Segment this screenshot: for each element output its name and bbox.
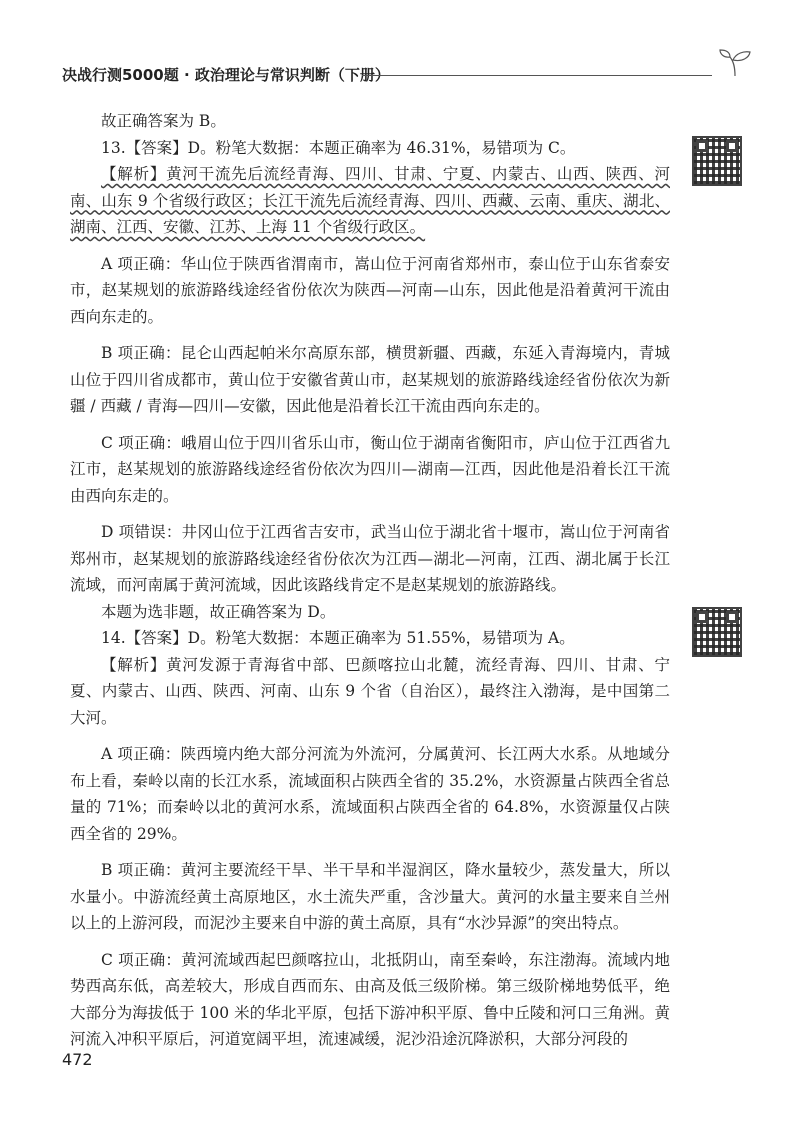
qr-code-icon[interactable] [692, 136, 742, 186]
option-a-explanation: A 项正确：华山位于陕西省渭南市，嵩山位于河南省郑州市，泰山位于山东省泰安市，赵某规划的旅游路线途经省份依次为陕西—河南—山东，因此他是沿着黄河干流由西向东走的。 [70, 254, 670, 326]
book-title: 决战行测5000题 · 政治理论与常识判断（下册） [62, 64, 396, 85]
option-b-explanation: B 项正确：昆仑山西起帕米尔高原东部，横贯新疆、西藏，东延入青海境内，青城山位于四川省成都市，黄山位于安徽省黄山市，赵某规划的旅游路线途经省份依次为新疆 / 西藏 / 青海—四川—安徽，因此他是沿着长江干流由西向东走的。 [70, 344, 670, 415]
question-14-answer: 14.【答案】D。粉笔大数据：本题正确率为 51.55%，易错项为 A。 [101, 629, 575, 647]
question-14-analysis: 【解析】黄河发源于青海省中部、巴颜喀拉山北麓，流经青海、四川、甘肃、宁夏、内蒙古、山西、陕西、河南、山东 9 个省（自治区），最终注入渤海，是中国第二大河。 [70, 655, 670, 727]
answer-conclusion: 故正确答案为 B。 [101, 112, 226, 130]
option-a-explanation: A 项正确：陕西境内绝大部分河流为外流河，分属黄河、长江两大水系。从地域分布上看，秦岭以南的长江水系，流域面积占陕西全省的 35.2%，水资源量占陕西全省总量的 71%；而秦岭以北的黄河水系，流域面积占陕西全省的 64.8%，水资源量仅占陕西全省的 29%。 [70, 745, 670, 843]
option-b-explanation: B 项正确：黄河主要流经干旱、半干旱和半湿润区，降水量较少，蒸发量大，所以水量小。中游流经黄土高原地区，水土流失严重，含沙量大。黄河的水量主要来自兰州以上的上游河段，而泥沙主要来自中游的黄土高原，具有“水沙异源”的突出特点。 [70, 861, 670, 932]
sprout-leaf-icon [718, 48, 752, 78]
running-header [62, 62, 752, 86]
header-rule [362, 75, 712, 76]
option-c-explanation: C 项正确：峨眉山位于四川省乐山市，衡山位于湖南省衡阳市，庐山位于江西省九江市，赵某规划的旅游路线途经省份依次为四川—湖南—江西，因此他是沿着长江干流由西向东走的。 [70, 433, 670, 505]
option-c-explanation: C 项正确：黄河流域西起巴颜喀拉山，北抵阴山，南至秦岭，东注渤海。流域内地势西高东低，高差较大，形成自西而东、由高及低三级阶梯。第三级阶梯地势低平，绝大部分为海拔低于 100 米的华北平原，包括下游冲积平原、鲁中丘陵和河口三角洲。黄河流入冲积平原后，河道宽阔平坦，流速减缓，泥沙沿途沉降淤积，大部分河段的 [70, 950, 670, 1048]
page-number: 472 [62, 1050, 93, 1069]
question-13-analysis: 【解析】黄河干流先后流经青海、四川、甘肃、宁夏、内蒙古、山西、陕西、河南、山东 9 个省级行政区；长江干流先后流经青海、四川、西藏、云南、重庆、湖北、湖南、江西、安徽、江苏、上海 11 个省级行政区。 [70, 165, 670, 236]
question-13-answer: 13.【答案】D。粉笔大数据：本题正确率为 46.31%，易错项为 C。 [101, 138, 576, 157]
qr-code-icon[interactable] [692, 607, 742, 657]
answer-explanations [70, 108, 670, 1053]
option-d-explanation: D 项错误：井冈山位于江西省吉安市，武当山位于湖北省十堰市，嵩山位于河南省郑州市，赵某规划的旅游路线途经省份依次为江西—湖北—河南，江西、湖北属于长江流域，而河南属于黄河流域，因此该路线肯定不是赵某规划的旅游路线。 [70, 523, 670, 594]
answer-conclusion: 本题为选非题，故正确答案为 D。 [101, 602, 336, 621]
